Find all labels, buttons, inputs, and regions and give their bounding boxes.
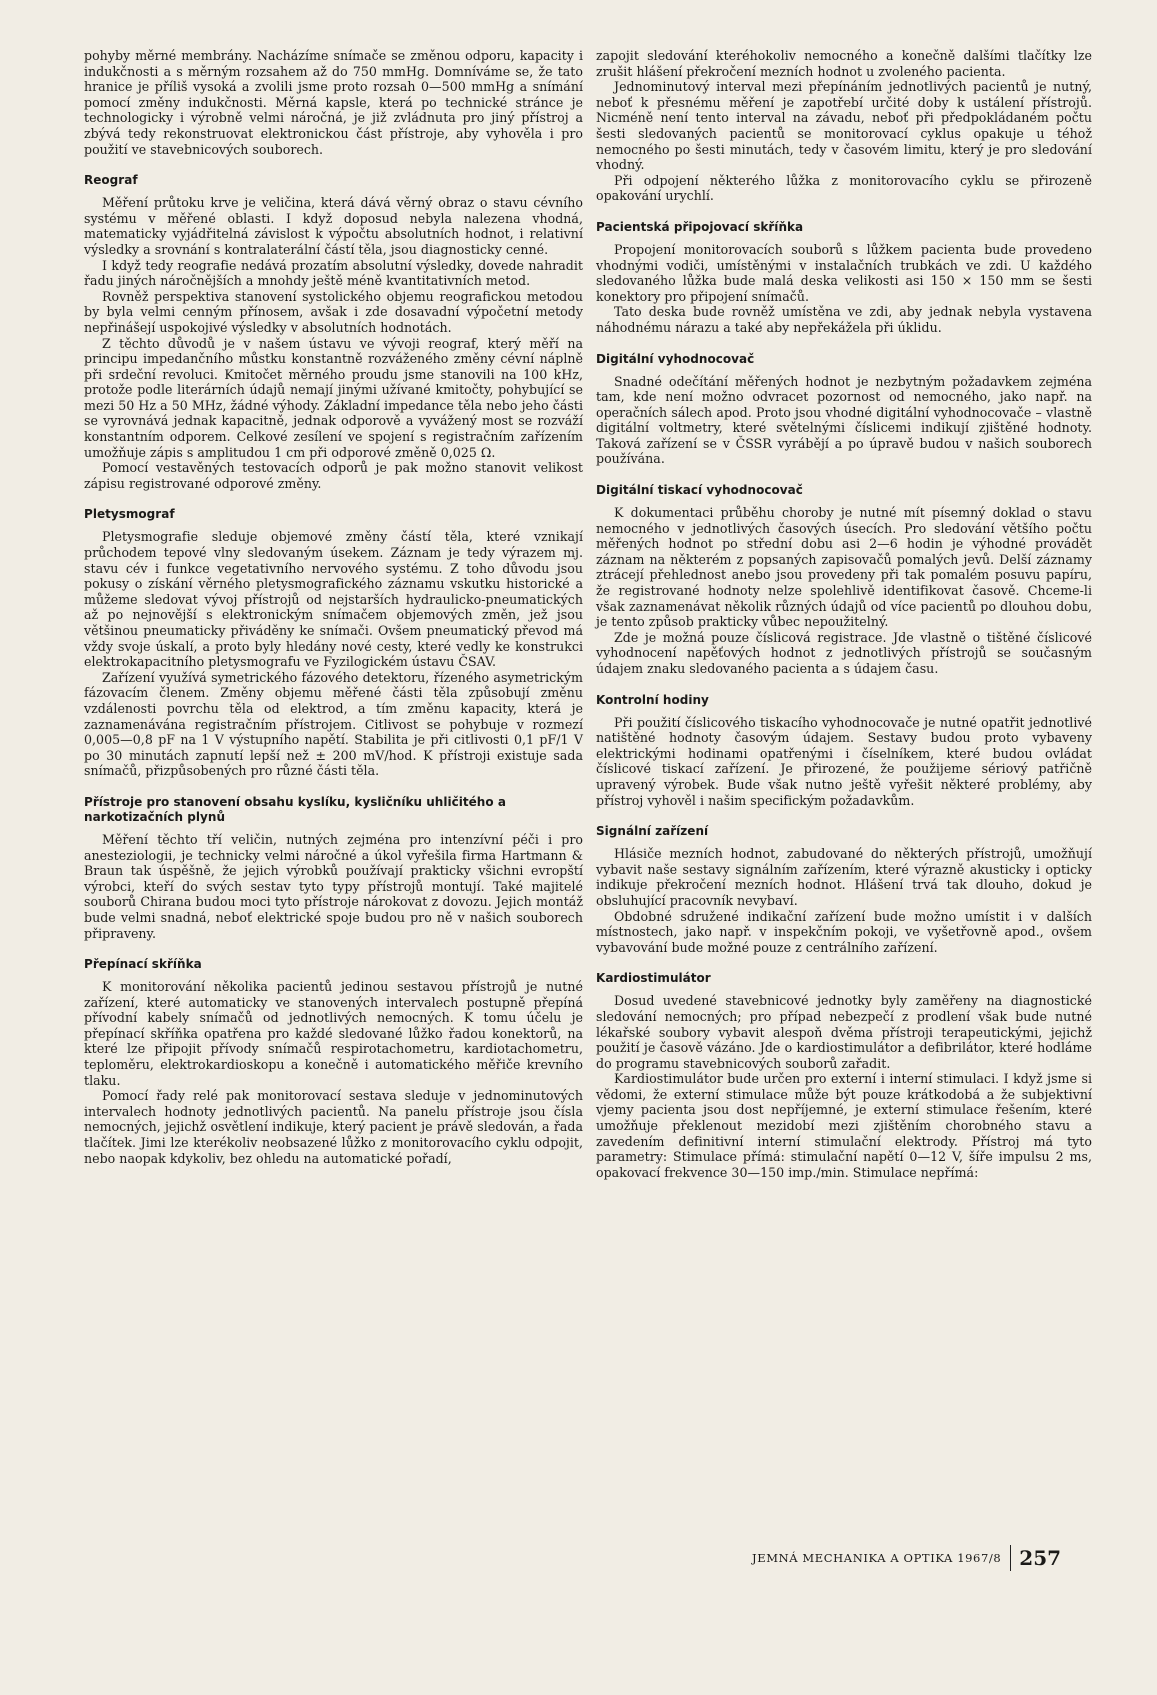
left-column [84,48,583,1166]
paragraph: Měření průtoku krve je veličina, která dává věrný obraz o stavu cévního systému v měřené oblasti. I když doposud nebyla nalezena vhodná, matematicky vyjádřitelná závislost k výpočtu absolutních hodnot, i relativní výsledky a srovnání s kontralaterální částí těla, jsou diagnosticky cenné. [84,195,583,257]
section-heading-pripojovaci: Pacientská připojovací skříňka [596,219,804,234]
right-column [596,48,1092,1180]
journal-name: JEMNÁ MECHANIKA A OPTIKA 1967/8 [752,1551,1002,1565]
paragraph: Pletysmografie sleduje objemové změny částí těla, které vznikají průchodem tepové vlny sledovaným úsekem. Záznam je tedy výrazem mj. stavu cév i funkce vegetativního nervového systému. Z toho důvodu jsou pokusy o získání věrného pletysmografického záznamu vskutku historické a můžeme sledovat vývoj přístrojů od nejstarších hydraulicko-pneumatických až po nejnovější s elektronickým snímačem objemových změn, jež jsou většinou pneumaticky přiváděny ke snímači. Ovšem pneumatický převod má vždy svoje úskalí, a proto byly hledány nové cesty, které vedly ke konstrukci elektrokapacitního pletysmografu ve Fyzilogickém ústavu ČSAV. [84,529,583,670]
paragraph: Z těchto důvodů je v našem ústavu ve vývoji reograf, který měří na principu impedančního můstku konstantně rozváženého změny cévní náplně při srdeční revoluci. Kmitočet měrného proudu jsme stanovili na 100 kHz, protože podle literárních údajů nemají jinými užívané kmitočty, pohybující se mezi 50 Hz a 50 MHz, žádné výhody. Základní impedance těla nebo jeho části se vyrovnává jednak kapacitně, jednak odporově a vyvážený most se rozváží konstantním odporem. Celkové zesílení ve spojení s registračním zařízením umožňuje zápis s amplitudou 1 cm při odporové změně 0,025 Ω. [84,335,583,460]
paragraph: Snadné odečítání měřených hodnot je nezbytným požadavkem zejména tam, kde není možno odvracet pozornost od nemocného, jako např. na operačních sálech apod. Proto jsou vhodné digitální vyhodnocovače – vlastně digitální voltmetry, které světelnými číslicemi indikují zjištěné hodnoty. Taková zařízení se v ČSSR vyrábějí a po úpravě budou v našich souborech používána. [596,373,1092,467]
paragraph: K dokumentaci průběhu choroby je nutné mít písemný doklad o stavu nemocného v jednotlivých časových úsecích. Pro sledování většího počtu měřených hodnot po střední dobu asi 2—6 hodin je výhodné provádět záznam na některém z popsaných zapisovačů pomalých jevů. Delší záznamy ztrácejí přehlednost anebo jsou provedeny při tak pomalém posuvu papíru, že registrované hodnoty nelze spolehlivě identifikovat časově. Chceme-li však zaznamenávat několik různých údajů od více pacientů po dlouhou dobu, je tento způsob prakticky vůbec nepoužitelný. [596,505,1092,630]
section-heading-prepinaci: Přepínací skříňka [84,957,202,972]
page-footer [752,1545,1061,1571]
paragraph: K monitorování několika pacientů jedinou sestavou přístrojů je nutné zařízení, které automaticky ve stanovených intervalech postupně přepíná přívodní kabely snímačů od jednotlivých nemocných. K tomu účelu je přepínací skříňka opatřena pro každé sledované lůžko řadou konektorů, na které lze připojit přívody snímačů respirotachometru, kardiotachometru, teploměru, elektrokardioskopu a konečně i automatického měřiče krevního tlaku. [84,979,583,1088]
paragraph: Měření těchto tří veličin, nutných zejména pro intenzívní péči i pro anesteziologii, je technicky velmi náročné a úkol vyřešila firma Hartmann & Braun tak úspěšně, že jejich výrobků používají prakticky všichni evropští výrobci, kteří do svých sestav tyto typy přístrojů montují. Také majitelé souborů Chirana budou moci tyto přístroje nárokovat z dovozu. Jejich montáž bude velmi snadná, neboť elektrické spoje budou pro ně v našich souborech připraveny. [84,831,583,941]
intro-paragraph-right: zapojit sledování kteréhokoliv nemocného a konečně dalšími tlačítky lze zrušit hlášení překročení mezních hodnot u zvoleného pacienta. [596,48,1092,79]
paragraph: Dosud uvedené stavebnicové jednotky byly zaměřeny na diagnostické sledování nemocných; pro případ nebezpečí z prodlení však bude nutné lékařské soubory vybavit alespoň dvěma přístroji terapeutickými, jejichž použití je časově vázáno. Jde o kardiostimulátor a defibrilátor, které hodláme do programu stavebnicových souborů zařadit. [596,993,1092,1071]
section-heading-reograf: Reograf [84,173,138,188]
paragraph: Jednominutový interval mezi přepínáním jednotlivých pacientů je nutný, neboť k přesnému měření je zapotřebí určité doby k ustálení přístrojů. Nicméně není tento interval na závadu, neboť při předpokládaném počtu šesti sledovaných pacientů se monitorovací cyklus opakuje u téhož nemocného po šesti minutách, tedy v časovém limitu, který je pro sledování vhodný. [596,79,1092,173]
section-heading-kardio: Kardiostimulátor [596,971,711,986]
section-heading-digitalni: Digitální vyhodnocovač [596,351,755,366]
section-heading-kyslik: Přístroje pro stanovení obsahu kyslíku, kysličníku uhličitého a narkotizačních plynů [84,794,506,824]
paragraph: Obdobné sdružené indikační zařízení bude možno umístit i v dalších místnostech, jako např. v inspekčním pokoji, ve vyšetřovně apod., ovšem vybavování bude možné pouze z centrálního zařízení. [596,908,1092,955]
section-heading-signalni: Signální zařízení [596,824,709,839]
paragraph: Pomocí řady relé pak monitorovací sestava sleduje v jednominutových intervalech hodnoty jednotlivých pacientů. Na panelu přístroje jsou čísla nemocných, jejichž osvětlení indikuje, který pacient je právě sledován, a řada tlačítek. Jimi lze kterékoliv neobsazené lůžko z monitorovacího cyklu odpojit, nebo naopak kdykoliv, bez ohledu na automatické pořadí, [84,1088,583,1166]
section-heading-tiskaci: Digitální tiskací vyhodnocovač [596,483,803,498]
paragraph: Pomocí vestavěných testovacích odporů je pak možno stanovit velikost zápisu registrované odporové změny. [84,460,583,491]
paragraph: Zařízení využívá symetrického fázového detektoru, řízeného asymetrickým fázovacím členem. Změny objemu měřené části těla způsobují změnu vzdálenosti povrchu těla od elektrod, a tím změnu kapacity, která je zaznamenávána registračním přístrojem. Citlivost se pohybuje v rozmezí 0,005—0,8 pF na 1 V výstupního napětí. Stabilita je při citlivosti 0,1 pF/1 V po 30 minutách zapnutí lepší než ± 200 mV/hod. K přístroji existuje sada snímačů, přizpůsobených pro různé části těla. [84,669,583,779]
section-heading-hodiny: Kontrolní hodiny [596,692,709,707]
intro-paragraph-left: pohyby měrné membrány. Nacházíme snímače se změnou odporu, kapacity i indukčnosti a s měrným rozsahem až do 750 mmHg. Domníváme se, že tato hranice je příliš vysoká a zvolili jsme proto rozsah 0—500 mmHg a snímání pomocí změny indukčnosti. Měrná kapsle, která po technické stránce je technologicky i výrobně velmi náročná, je již zvládnuta pro jiný přístroj a zbývá tedy rekonstruovat elektronickou část přístroje, aby vyhověla i pro použití ve stavebnicových souborech. [84,48,583,157]
footer-divider [1010,1545,1011,1571]
paragraph: Kardiostimulátor bude určen pro externí i interní stimulaci. I když jsme si vědomi, že externí stimulace může být pouze krátkodobá a že subjektivní vjemy pacienta jsou dost nepříjemné, je externí stimulace řešením, které umožňuje překlenout mezidobí mezi zjištěním chorobného stavu a zavedením definitivní interní stimulační elektrody. Přístroj má tyto parametry: Stimulace přímá: stimulační napětí 0—12 V, šíře impulsu 2 ms, opakovací frekvence 30—150 imp./min. Stimulace nepřímá: [596,1071,1092,1180]
page-number: 257 [1019,1546,1062,1570]
paragraph: Propojení monitorovacích souborů s lůžkem pacienta bude provedeno vhodnými vodiči, umístěnými v instalačních trubkách ve zdi. U každého sledovaného lůžka bude malá deska velikosti asi 150 × 150 mm se šesti konektory pro připojení snímačů. [596,241,1092,304]
paragraph: Při použití číslicového tiskacího vyhodnocovače je nutné opatřit jednotlivé natištěné hodnoty časovým údajem. Sestavy budou proto vybaveny elektrickými hodinami opatřenými i číselníkem, které budou ovládat číslicové tiskací zařízení. Je přirozené, že použijeme sériový patřičně upravený výrobek. Bude však nutno ještě vyřešit některé problémy, aby přístroj vyhověl i našim specifickým požadavkům. [596,714,1092,808]
paragraph: Tato deska bude rovněž umístěna ve zdi, aby jednak nebyla vystavena náhodnému nárazu a také aby nepřekážela při úklidu. [596,304,1092,335]
paragraph: Hlásiče mezních hodnot, zabudované do některých přístrojů, umožňují vybavit naše sestavy signálním zařízením, které výrazně akusticky i opticky indikuje překročení mezních hodnot. Hlášení trvá tak dlouho, dokud je obsluhující pracovník nevybaví. [596,846,1092,908]
paragraph: Při odpojení některého lůžka z monitorovacího cyklu se přirozeně opakování urychlí. [596,172,1092,204]
paragraph: I když tedy reografie nedává prozatím absolutní výsledky, dovede nahradit řadu jiných náročnějších a mnohdy ještě méně kvantitativních metod. [84,257,583,289]
paragraph: Zde je možná pouze číslicová registrace. Jde vlastně o tištěné číslicové vyhodnocení napěťových hodnot z jednotlivých přístrojů se současným údajem znaku sledovaného pacienta a s údajem času. [596,629,1092,676]
paragraph: Rovněž perspektiva stanovení systolického objemu reografickou metodou by byla velmi cenným přínosem, avšak i zde dosavadní výpočetní metody nepřinášejí uspokojivé výsledky v absolutních hodnotách. [84,288,583,335]
section-heading-pletysmograf: Pletysmograf [84,507,175,522]
